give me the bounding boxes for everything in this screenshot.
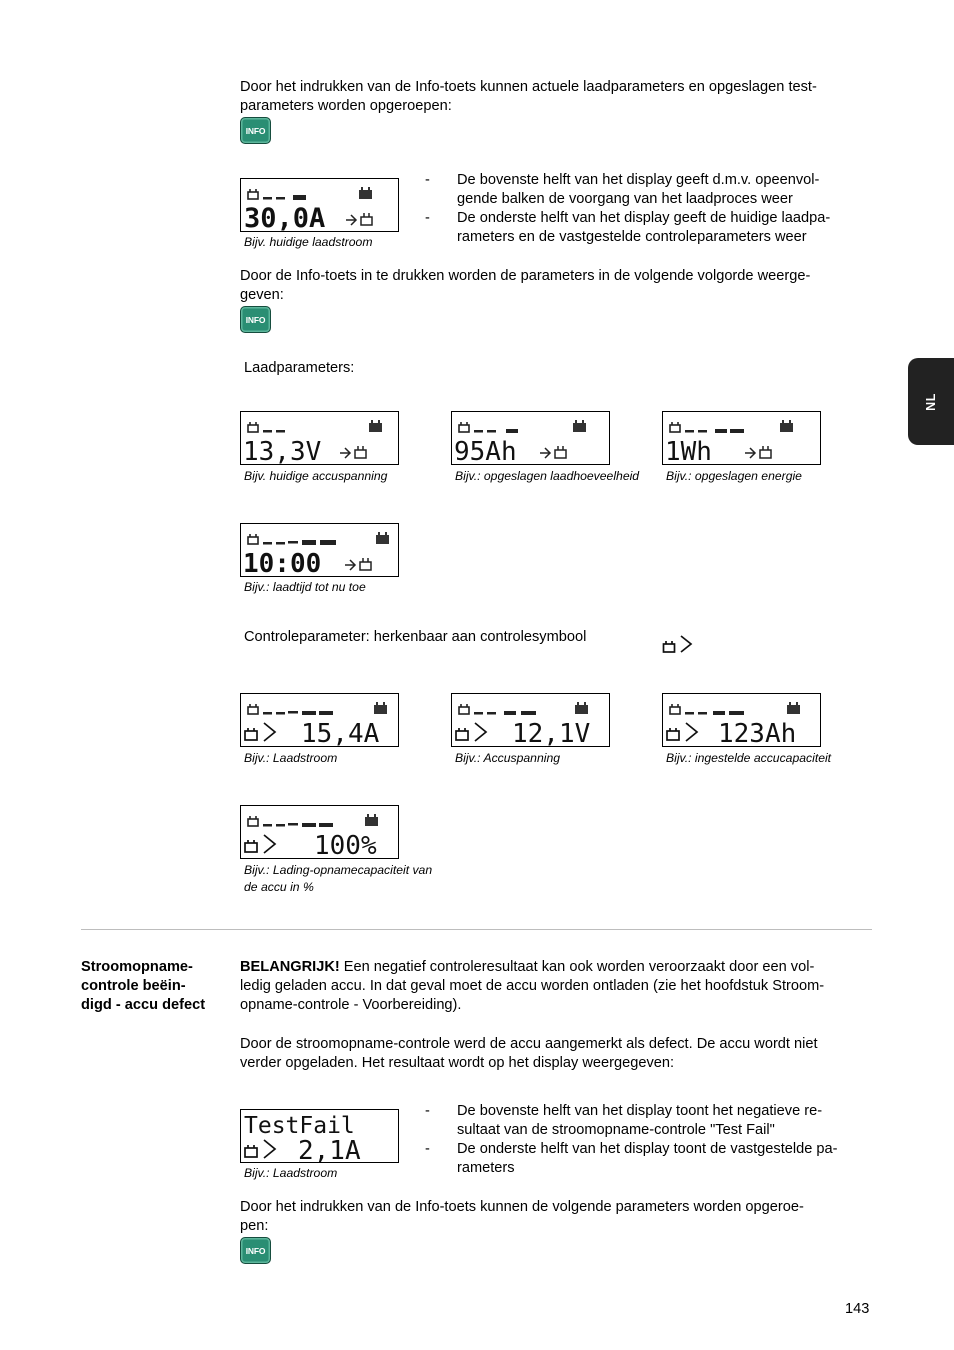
language-tab: [908, 358, 954, 445]
battery-icon: [670, 422, 680, 432]
page-number: 143: [845, 1301, 870, 1317]
lcd-display-time: [240, 523, 399, 577]
lcd-value: 2,1A: [298, 1136, 361, 1162]
important-paragraph: BELANGRIJK! Een negatief controleresultaat kan ook worden veroorzaakt door een vol- ledig geladen accu. In dat geval moet de accu worden ontladen (zie het hoofdstuk Stroom- opname-controle - Voorbereiding).: [240, 959, 825, 1013]
bullet-list: - De bovenste helft van het display toont het negatieve re- sultaat van de stroomopname-controle "Test Fail" - De onderste helft van het display toont de vastgestelde pa- rameters: [425, 1103, 838, 1176]
language-tab-label: NL: [924, 392, 938, 411]
charge-arrow-icon: [345, 558, 371, 570]
caption: Bijv.: ingestelde accucapaciteit: [666, 751, 832, 765]
battery-full-icon: [573, 420, 586, 432]
caption: Bijv.: Laadstroom: [244, 751, 338, 765]
info-button-icon: INFO: [240, 306, 271, 333]
section-divider: [81, 929, 872, 930]
caption: Bijv. huidige accuspanning: [244, 469, 388, 483]
lcd-value: 13,3V: [243, 437, 322, 464]
battery-full-icon: [780, 420, 793, 432]
progress-bars-icon: [474, 429, 518, 433]
lcd-display-ctrl-capacity: [662, 693, 821, 747]
side-heading: Stroomopname- controle beëin- digd - accu defect: [81, 959, 206, 1013]
lcd-display-voltage: [240, 411, 399, 465]
caption: Bijv.: opgeslagen energie: [666, 469, 802, 483]
lcd-display-ctrl-current: [240, 693, 399, 747]
section-heading: Laadparameters:: [244, 360, 355, 376]
caption: Bijv.: Accuspanning: [455, 751, 561, 765]
battery-icon: [670, 704, 680, 714]
bullet-list: - De bovenste helft van het display geeft d.m.v. opeenvol- gende balken de voorgang van het laadproces weer - De onderste helft van het display geeft de huidige laadpa- rameters en de vastgestelde controleparameters weer: [425, 172, 831, 245]
battery-icon: [248, 422, 258, 432]
progress-bars-icon: [685, 429, 744, 433]
important-label: BELANGRIJK!: [240, 959, 340, 975]
lcd-main-value: 30,0A: [244, 203, 326, 231]
lcd-display-ctrl-voltage: [451, 693, 610, 747]
lcd-value: 1Wh: [665, 437, 712, 464]
lcd-display-main: [240, 178, 399, 232]
progress-bars-icon: [263, 430, 285, 433]
caption: Bijv. huidige laadstroom: [244, 235, 373, 249]
caption: Bijv.: Lading-opnamecapaciteit van de accu in %: [244, 863, 433, 894]
lcd-display-ctrl-percent: [240, 805, 399, 859]
progress-bars-icon: [263, 540, 336, 545]
order-paragraph: Door de Info-toets in te drukken worden de parameters in de volgende volgorde weerge- geven:: [240, 268, 811, 303]
battery-full-icon: [374, 702, 387, 714]
intro-paragraph: Door het indrukken van de Info-toets kunnen actuele laadparameters en opgeslagen test- parameters worden opgeroepen:: [240, 79, 817, 114]
caption: Bijv.: laadtijd tot nu toe: [244, 580, 366, 594]
charge-arrow-icon: [540, 446, 566, 458]
battery-full-icon: [369, 420, 382, 432]
info-button-icon: INFO: [240, 1237, 271, 1264]
progress-bars-icon: [263, 823, 333, 827]
battery-icon: [459, 704, 469, 714]
control-symbol-icon: [456, 723, 486, 741]
final-paragraph: Door het indrukken van de Info-toets kunnen de volgende parameters worden opgeroe- pen:: [240, 1199, 804, 1234]
caption: Bijv.: Laadstroom: [244, 1166, 338, 1180]
control-symbol-icon: [245, 723, 275, 741]
battery-full-icon: [376, 532, 389, 544]
defect-paragraph: Door de stroomopname-controle werd de accu aangemerkt als defect. De accu wordt niet verder opgeladen. Het resultaat wordt op het display weergegeven:: [240, 1036, 818, 1071]
battery-full-icon: [787, 702, 800, 714]
charge-arrow-icon: [340, 446, 366, 458]
caption: Bijv.: opgeslagen laadhoeveelheid: [455, 469, 640, 483]
battery-icon: [248, 816, 258, 826]
battery-full-icon: [359, 187, 372, 199]
progress-bars-icon: [263, 711, 333, 715]
progress-bars-icon: [474, 711, 536, 715]
battery-full-icon: [575, 702, 588, 714]
battery-icon: [459, 422, 469, 432]
battery-full-icon: [365, 814, 378, 826]
section-heading: Controleparameter: herkenbaar aan controlesymbool: [244, 629, 587, 645]
lcd-display-ah: [451, 411, 610, 465]
lcd-top-text: TestFail: [244, 1113, 355, 1139]
lcd-value: 123Ah: [718, 719, 797, 746]
control-symbol-icon: [662, 633, 694, 660]
control-symbol-icon: [667, 723, 697, 741]
lcd-value: 10:00: [243, 549, 322, 576]
charge-arrow-icon: [346, 213, 372, 225]
control-symbol-icon: [245, 835, 275, 853]
charge-arrow-icon: [745, 446, 771, 458]
lcd-display-wh: [662, 411, 821, 465]
info-button-icon: INFO: [240, 117, 271, 144]
battery-icon: [248, 534, 258, 544]
battery-icon: [248, 704, 258, 714]
lcd-value: 95Ah: [454, 437, 517, 464]
lcd-value: 12,1V: [512, 719, 591, 746]
progress-bars-icon: [263, 195, 306, 200]
lcd-value: 100%: [314, 831, 377, 858]
progress-bars-icon: [685, 711, 744, 715]
battery-icon: [248, 189, 258, 199]
lcd-value: 15,4A: [301, 719, 380, 746]
control-symbol-icon: [245, 1140, 275, 1158]
lcd-display-testfail: [240, 1109, 399, 1163]
